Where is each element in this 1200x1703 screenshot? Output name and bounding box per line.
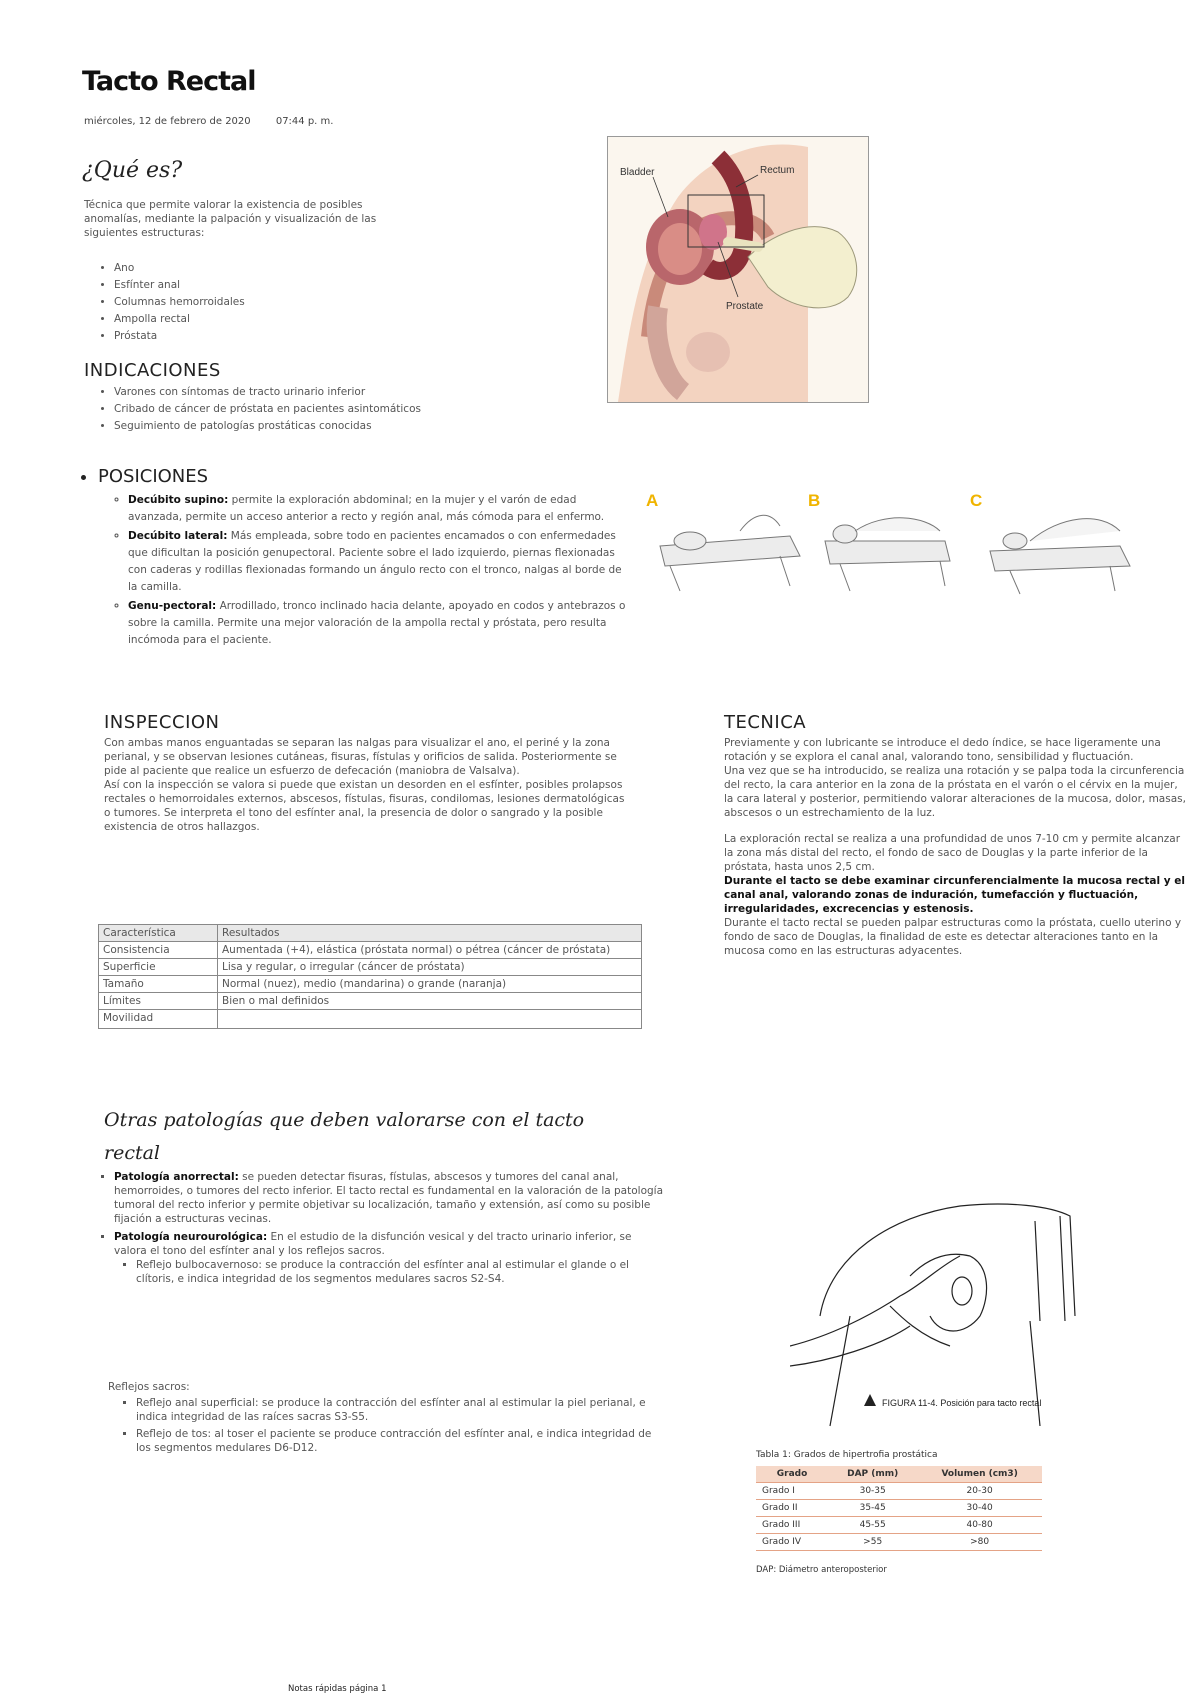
inspeccion-table bbox=[98, 924, 642, 1029]
que-es-text: Técnica que permite valorar la existencia de posibles anomalías, mediante la palpación y visualización de las siguientes estructuras: bbox=[84, 199, 377, 239]
warning-triangle-icon bbox=[864, 1394, 876, 1406]
table-cell: 35-45 bbox=[828, 1500, 917, 1517]
grados-note: DAP: Diámetro anteroposterior bbox=[756, 1565, 887, 1575]
list-item: • Ano bbox=[114, 260, 414, 277]
table-cell: 30-35 bbox=[828, 1483, 917, 1500]
list-item: • Varones con síntomas de tracto urinario inferior bbox=[114, 384, 634, 401]
list-item bbox=[114, 1230, 664, 1286]
neuro-sublist bbox=[114, 1258, 664, 1286]
position-term: Genu-pectoral: bbox=[128, 600, 217, 612]
list-item: • Seguimiento de patologías prostáticas conocidas bbox=[114, 418, 634, 435]
otras-heading: Otras patologías que deben valorarse con el tacto rectal bbox=[104, 1109, 585, 1164]
inspeccion-text bbox=[104, 736, 634, 834]
table-cell: >55 bbox=[828, 1534, 917, 1551]
posicion-figure bbox=[790, 1196, 1090, 1430]
table-row bbox=[756, 1483, 1042, 1500]
tecnica-text bbox=[724, 736, 1190, 958]
table-cell: 20-30 bbox=[917, 1483, 1042, 1500]
list-item: ▪ Reflejo de tos: al toser el paciente se produce contracción del esfínter anal, e indica integridad de los segmentos medulares D6-D12. bbox=[136, 1427, 666, 1455]
table-cell bbox=[218, 1010, 642, 1029]
table-cell: Grado II bbox=[756, 1500, 828, 1517]
positions-illustration bbox=[640, 486, 1140, 596]
pathology-term: Patología anorrectal: bbox=[114, 1171, 239, 1183]
table-header-row bbox=[99, 925, 642, 942]
table-row bbox=[99, 942, 642, 959]
table-header-cell: Característica bbox=[99, 925, 218, 942]
table-row bbox=[99, 959, 642, 976]
table-cell: 45-55 bbox=[828, 1517, 917, 1534]
table-cell: Bien o mal definidos bbox=[218, 993, 642, 1010]
table-header-cell: DAP (mm) bbox=[828, 1466, 917, 1483]
position-text: Más empleada, sobre todo en pacientes encamados o con enfermedades que dificultan la posición genupectoral. Paciente sobre el lado izquierdo, piernas flexionadas con caderas y rodillas flexionadas formando un ángulo recto con el tronco, nalgas al borde de la camilla. bbox=[128, 530, 622, 593]
table-cell: Límites bbox=[99, 993, 218, 1010]
tecnica-closing: Durante el tacto rectal se pueden palpar estructuras como la próstata, cuello uterino y fondo de saco de Douglas, la finalidad de este es detectar alteraciones tanto en la mucosa como en las estructuras adyacentes. bbox=[724, 917, 1182, 957]
reflejos-list bbox=[114, 1396, 666, 1455]
table-cell: Superficie bbox=[99, 959, 218, 976]
table-cell: Normal (nuez), medio (mandarina) o grande (naranja) bbox=[218, 976, 642, 993]
table-row bbox=[99, 1010, 642, 1029]
position-term: Decúbito supino: bbox=[128, 494, 229, 506]
list-item bbox=[114, 1170, 664, 1226]
tecnica-heading: TECNICA bbox=[724, 712, 807, 733]
position-text: permite la exploración abdominal; en la mujer y el varón de edad avanzada, permite un acceso anterior a recto y región anal, más cómoda para el enfermo. bbox=[128, 494, 605, 523]
grados-title: Tabla 1: Grados de hipertrofia prostática bbox=[756, 1450, 938, 1460]
date: miércoles, 12 de febrero de 2020 bbox=[84, 116, 251, 127]
anatomy-illustration bbox=[608, 137, 868, 402]
rectum-label: Rectum bbox=[760, 165, 795, 176]
figure-caption: FIGURA 11-4. Posición para tacto rectal bbox=[882, 1398, 1042, 1408]
table-cell: Tamaño bbox=[99, 976, 218, 993]
tecnica-bold-paragraph: Durante el tacto se debe examinar circunferencialmente la mucosa rectal y el canal anal, valorando zonas de induración, tumefacción y fluctuación, irregularidades, excrecencias y estenosis. bbox=[724, 875, 1185, 915]
positions-figure bbox=[640, 486, 1140, 596]
posiciones-heading bbox=[98, 466, 628, 649]
list-item: ▪ Reflejo anal superficial: se produce la contracción del esfínter anal al estimular la piel perianal, e indica integridad de las raíces sacras S3-S5. bbox=[136, 1396, 666, 1424]
tecnica-paragraph: Una vez que se ha introducido, se realiza una rotación y se palpa toda la circunferencia del recto, la cara anterior en la zona de la próstata en el varón o el cérvix en la mujer, la cara lateral y posterior, permitiendo valorar alteraciones de la mucosa, dolor, masas, abscesos o un estrechamiento de la luz. bbox=[724, 765, 1186, 819]
table-row bbox=[756, 1517, 1042, 1534]
table-cell: 30-40 bbox=[917, 1500, 1042, 1517]
indicaciones-heading: INDICACIONES bbox=[84, 360, 221, 381]
position-label-b: B bbox=[808, 491, 821, 510]
tecnica-paragraph: La exploración rectal se realiza a una profundidad de unos 7-10 cm y permite alcanzar la zona más distal del recto, el fondo de saco de Douglas y la parte inferior de la próstata, hasta unos 2,5 cm. bbox=[724, 833, 1181, 873]
table-cell: Lisa y regular, o irregular (cáncer de próstata) bbox=[218, 959, 642, 976]
posiciones-heading-text: POSICIONES bbox=[98, 466, 209, 487]
list-item: • Próstata bbox=[114, 328, 414, 345]
position-label-a: A bbox=[646, 491, 659, 510]
list-item bbox=[128, 598, 628, 649]
table-cell: Consistencia bbox=[99, 942, 218, 959]
page-title: Tacto Rectal bbox=[82, 66, 256, 97]
page-footer: Notas rápidas página 1 bbox=[288, 1684, 387, 1694]
que-es-heading: ¿Qué es? bbox=[82, 158, 183, 183]
table-cell: >80 bbox=[917, 1534, 1042, 1551]
list-item bbox=[128, 528, 628, 596]
que-es-list bbox=[92, 260, 414, 345]
pathology-text: En el estudio de la disfunción vesical y del tracto urinario inferior, se valora el tono del esfínter anal y los reflejos sacros. bbox=[114, 1231, 632, 1257]
position-term: Decúbito lateral: bbox=[128, 530, 228, 542]
position-text: Arrodillado, tronco inclinado hacia delante, apoyado en codos y antebrazos o sobre la camilla. Permite una mejor valoración de la ampolla rectal y próstata, pero resulta incómoda para el paciente. bbox=[128, 600, 626, 646]
list-item bbox=[128, 492, 628, 526]
anatomy-figure bbox=[607, 136, 869, 403]
grados-table bbox=[756, 1466, 1042, 1551]
pathology-text: se pueden detectar fisuras, fístulas, abscesos y tumores del canal anal, hemorroides, o tumores del recto inferior. El tacto rectal es fundamental en la valoración de la patología tumoral del recto inferior y permite objetivar su localización, tamaño y extensión, así como su posible fijación a estructuras vecinas. bbox=[114, 1171, 664, 1225]
list-item: • Ampolla rectal bbox=[114, 311, 414, 328]
grados-section bbox=[756, 1450, 1046, 1575]
tecnica-paragraph: Previamente y con lubricante se introduce el dedo índice, se hace ligeramente una rotación y se explora el canal anal, valorando tono, sensibilidad y fluctuación. bbox=[724, 737, 1161, 763]
table-cell: Grado I bbox=[756, 1483, 828, 1500]
table-header-cell: Resultados bbox=[218, 925, 642, 942]
table-cell: Grado IV bbox=[756, 1534, 828, 1551]
table-header-cell: Grado bbox=[756, 1466, 828, 1483]
otras-list bbox=[92, 1170, 664, 1286]
inspeccion-heading: INSPECCION bbox=[104, 712, 220, 733]
posiciones-list bbox=[98, 492, 628, 649]
table-row bbox=[99, 993, 642, 1010]
table-row bbox=[756, 1500, 1042, 1517]
list-item: ▪ Reflejo bulbocavernoso: se produce la contracción del esfínter anal al estimular el glande o el clítoris, e indica integridad de los segmentos medulares sacros S2-S4. bbox=[136, 1258, 664, 1286]
table-cell: Aumentada (+4), elástica (próstata normal) o pétrea (cáncer de próstata) bbox=[218, 942, 642, 959]
reflejos-heading: Reflejos sacros: bbox=[108, 1381, 190, 1393]
table-cell: 40-80 bbox=[917, 1517, 1042, 1534]
indicaciones-list bbox=[92, 384, 634, 435]
table-row bbox=[756, 1534, 1042, 1551]
bladder-label: Bladder bbox=[620, 167, 655, 178]
pathology-term: Patología neurourológica: bbox=[114, 1231, 268, 1243]
list-item: • Esfínter anal bbox=[114, 277, 414, 294]
table-cell: Movilidad bbox=[99, 1010, 218, 1029]
inspeccion-paragraph: Así con la inspección se valora si puede que existan un desorden en el esfínter, posibles prolapsos rectales o hemorroidales externos, abscesos, fístulas, fisuras, condilomas, lesiones dermatológicas o tumores. Se interpreta el tono del esfínter anal, la presencia de dolor o sangrado y la posible existencia de otros hallazgos. bbox=[104, 779, 625, 833]
table-header-row bbox=[756, 1466, 1042, 1483]
table-header-cell: Volumen (cm3) bbox=[917, 1466, 1042, 1483]
list-item: • Cribado de cáncer de próstata en pacientes asintomáticos bbox=[114, 401, 634, 418]
posicion-illustration bbox=[790, 1196, 1090, 1430]
position-label-c: C bbox=[970, 491, 983, 510]
prostate-label: Prostate bbox=[726, 301, 764, 312]
posiciones-section bbox=[76, 466, 628, 649]
date-line bbox=[84, 116, 355, 127]
table-cell: Grado III bbox=[756, 1517, 828, 1534]
table-row bbox=[99, 976, 642, 993]
inspeccion-paragraph: Con ambas manos enguantadas se separan las nalgas para visualizar el ano, el periné y la zona perianal, y se observan lesiones cutáneas, fisuras, fístulas y orificios de salida. Posteriormente se pide al paciente que realice un esfuerzo de defecación (maniobra de Valsalva). bbox=[104, 737, 617, 777]
time: 07:44 p. m. bbox=[275, 116, 334, 127]
list-item: • Columnas hemorroidales bbox=[114, 294, 414, 311]
